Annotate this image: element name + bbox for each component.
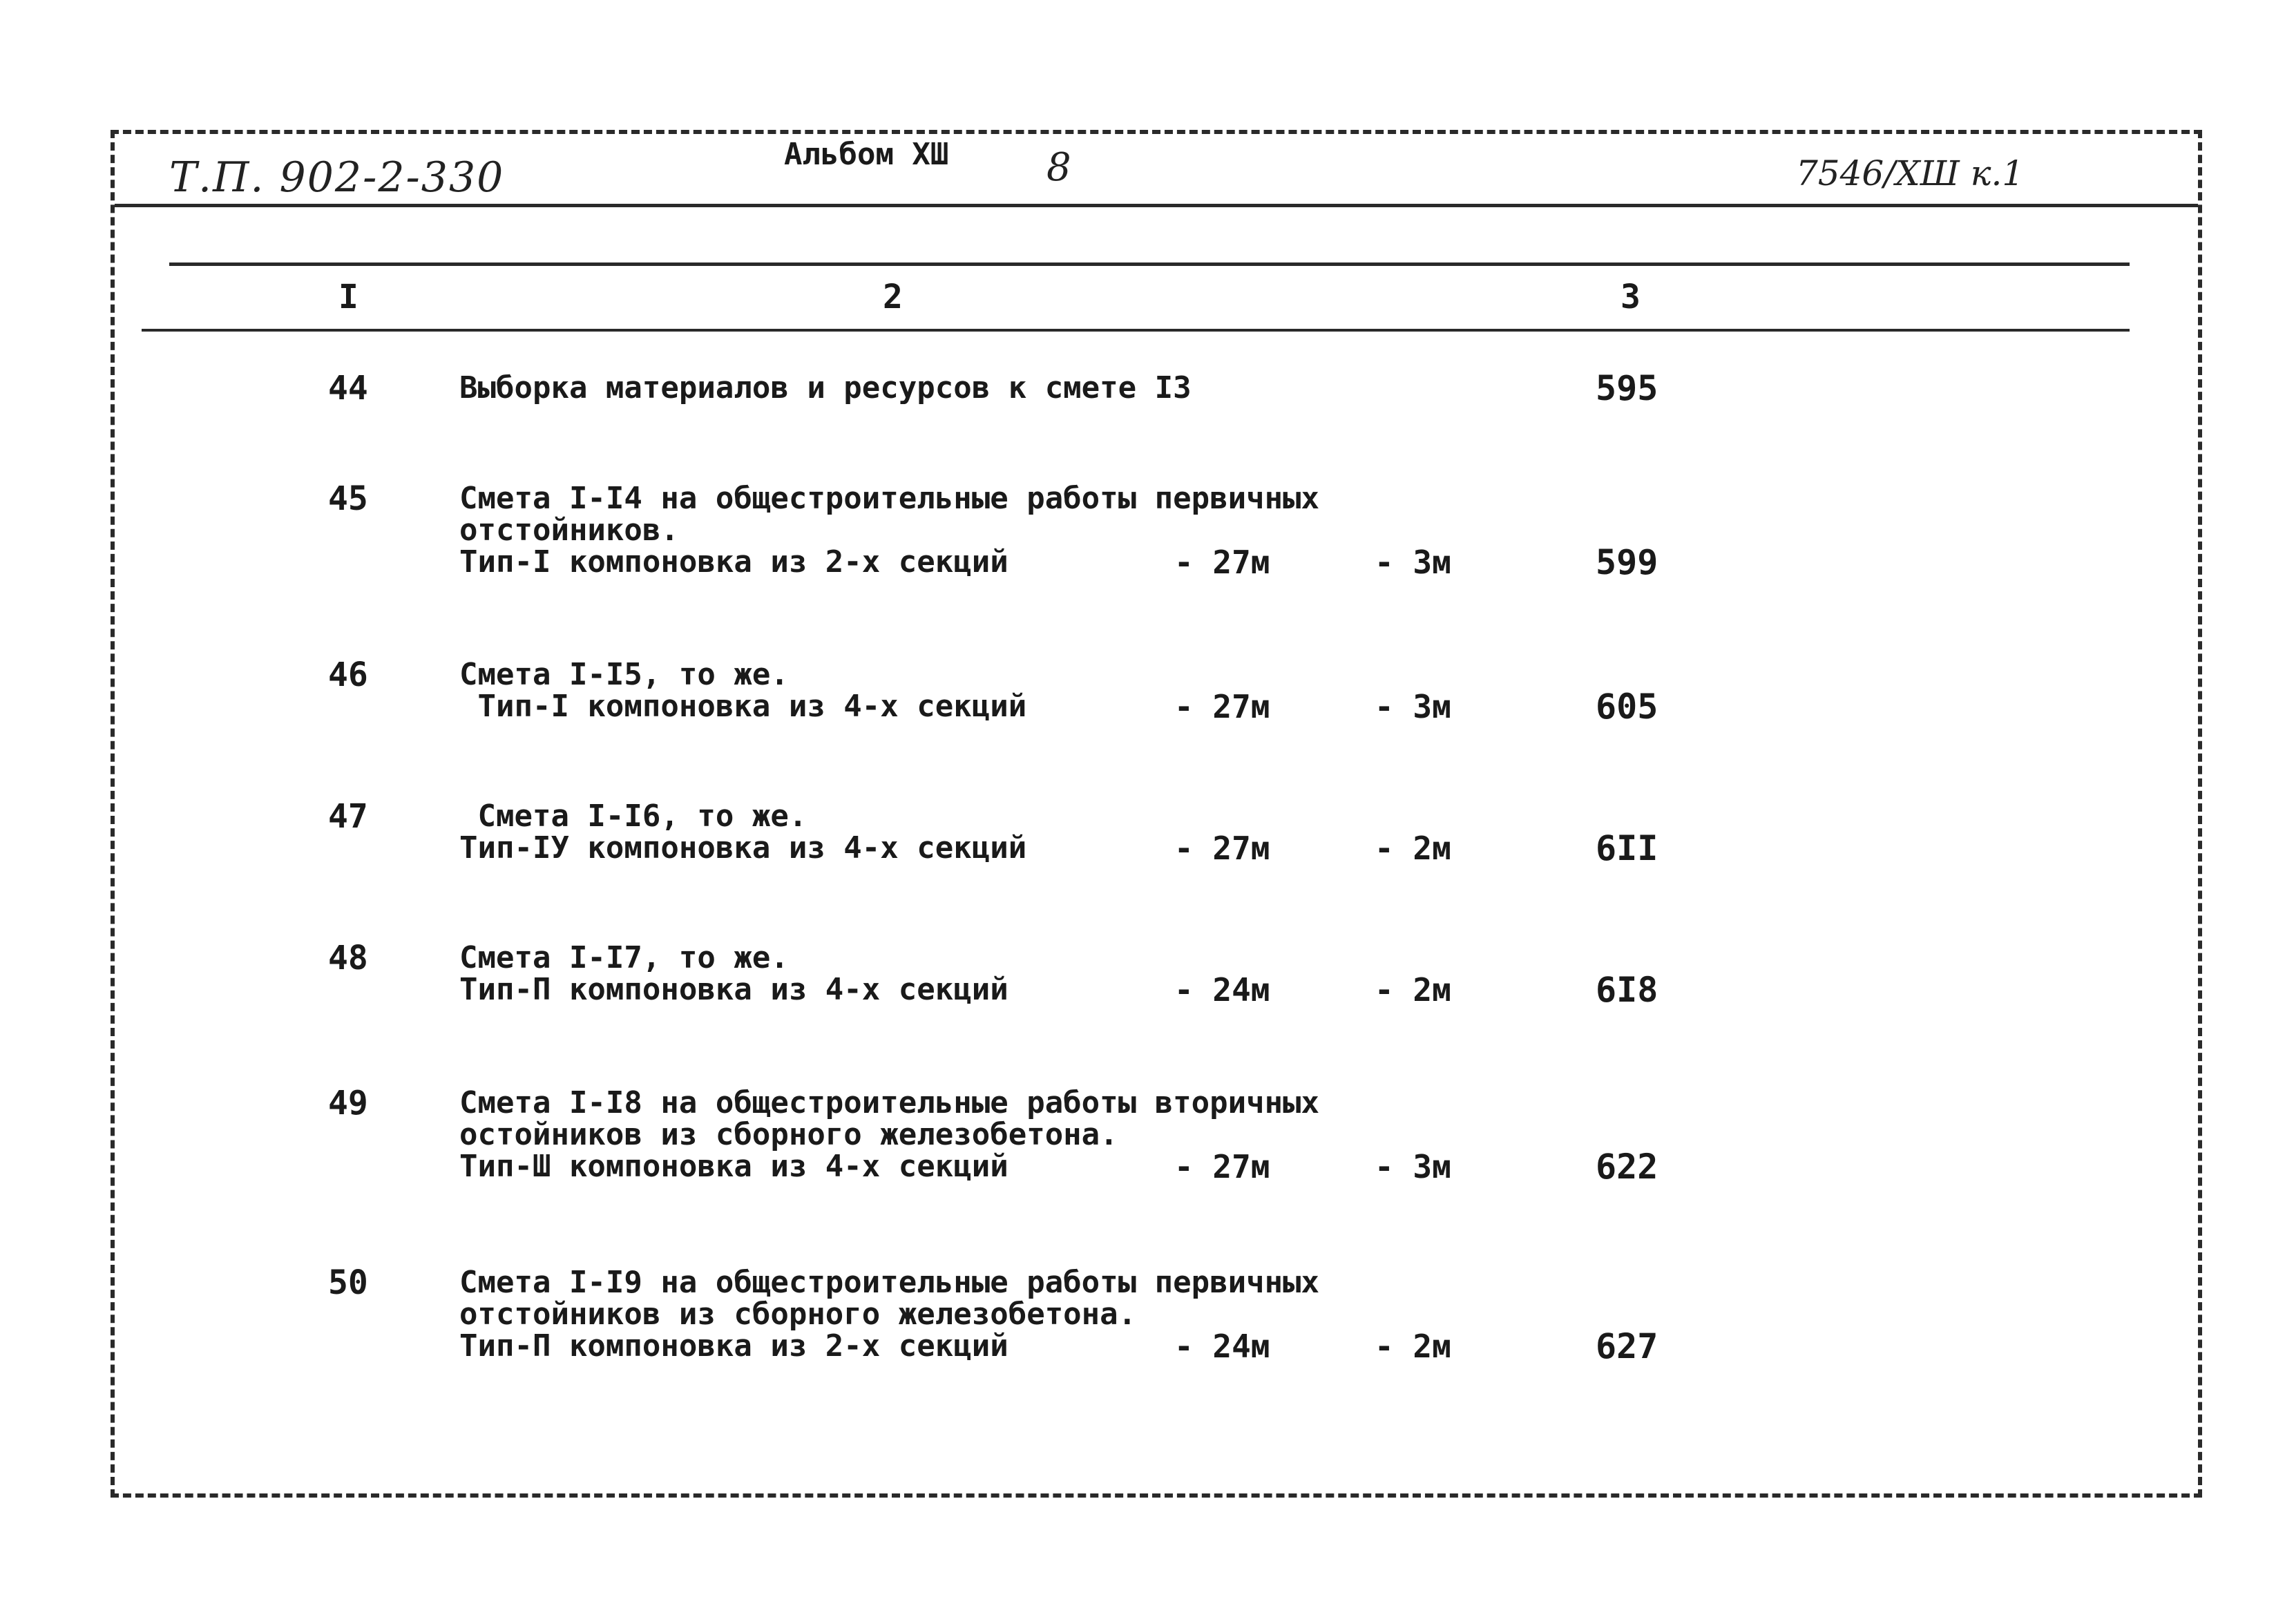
description-line: Смета I-I5, то же.	[459, 657, 789, 692]
description-line: Тип-IУ компоновка из 4-х секций	[459, 830, 1027, 866]
table-header-bottom-rule	[142, 329, 2130, 332]
row-number: 45	[328, 479, 368, 518]
column-header-3: 3	[1620, 278, 1641, 316]
table-header-top-rule	[169, 262, 2130, 266]
album-label: Альбом XШ	[784, 137, 949, 172]
row-number: 49	[328, 1084, 368, 1123]
row-description	[459, 481, 1495, 580]
row-page-number: 605	[1596, 687, 1658, 727]
description-line: Тип-П компоновка из 2-х секций	[459, 1328, 1008, 1364]
column-header-2: 2	[883, 278, 903, 316]
row-depth-dimension: - 2м	[1375, 1328, 1451, 1365]
header-divider	[115, 204, 2198, 207]
column-header-1: I	[338, 278, 358, 316]
description-line: Выборка материалов и ресурсов к смете I3	[459, 370, 1192, 405]
row-number: 50	[328, 1263, 368, 1302]
row-depth-dimension: - 2м	[1375, 830, 1451, 867]
row-number: 47	[328, 797, 368, 836]
row-length-dimension: - 24м	[1174, 971, 1270, 1009]
description-line: Смета I-I4 на общестроительные работы первичных	[459, 481, 1320, 516]
row-length-dimension: - 27м	[1174, 544, 1270, 581]
row-description	[459, 801, 1495, 865]
row-depth-dimension: - 3м	[1375, 688, 1451, 725]
row-length-dimension: - 27м	[1174, 688, 1270, 725]
row-page-number: 595	[1596, 368, 1658, 408]
archive-number: 7546/XШ к.1	[1796, 153, 2025, 193]
page-number: 8	[1046, 145, 1071, 190]
row-page-number: 622	[1596, 1147, 1658, 1187]
row-page-number: 627	[1596, 1326, 1658, 1366]
row-page-number: 6II	[1596, 828, 1658, 868]
row-number: 44	[328, 369, 368, 408]
row-length-dimension: - 24м	[1174, 1328, 1270, 1365]
row-description	[459, 940, 1495, 1009]
row-length-dimension: - 27м	[1174, 1148, 1270, 1185]
description-line: Смета I-I7, то же.	[459, 940, 789, 975]
description-line: Тип-I компоновка из 4-х секций	[459, 689, 1027, 724]
row-number: 48	[328, 939, 368, 977]
row-description	[459, 1265, 1495, 1364]
description-line: отстойников.	[459, 513, 679, 548]
description-line: Тип-П компоновка из 4-х секций	[459, 972, 1008, 1007]
row-page-number: 6I8	[1596, 970, 1658, 1010]
row-depth-dimension: - 2м	[1375, 971, 1451, 1009]
description-line: Смета I-I8 на общестроительные работы вторичных	[459, 1085, 1320, 1120]
row-page-number: 599	[1596, 542, 1658, 582]
description-line: Тип-I компоновка из 2-х секций	[459, 544, 1008, 580]
description-line: отстойников из сборного железобетона.	[459, 1297, 1137, 1332]
row-description	[459, 1085, 1495, 1184]
row-description	[459, 370, 1495, 405]
row-description	[459, 657, 1495, 724]
row-depth-dimension: - 3м	[1375, 544, 1451, 581]
description-line: Смета I-I6, то же.	[459, 799, 807, 834]
row-length-dimension: - 27м	[1174, 830, 1270, 867]
description-line: Тип-Ш компоновка из 4-х секций	[459, 1149, 1008, 1184]
row-number: 46	[328, 656, 368, 694]
description-line: Смета I-I9 на общестроительные работы первичных	[459, 1265, 1320, 1300]
document-code: Т.П. 902-2-330	[169, 153, 505, 202]
description-line: остойников из сборного железобетона.	[459, 1117, 1118, 1152]
row-depth-dimension: - 3м	[1375, 1148, 1451, 1185]
